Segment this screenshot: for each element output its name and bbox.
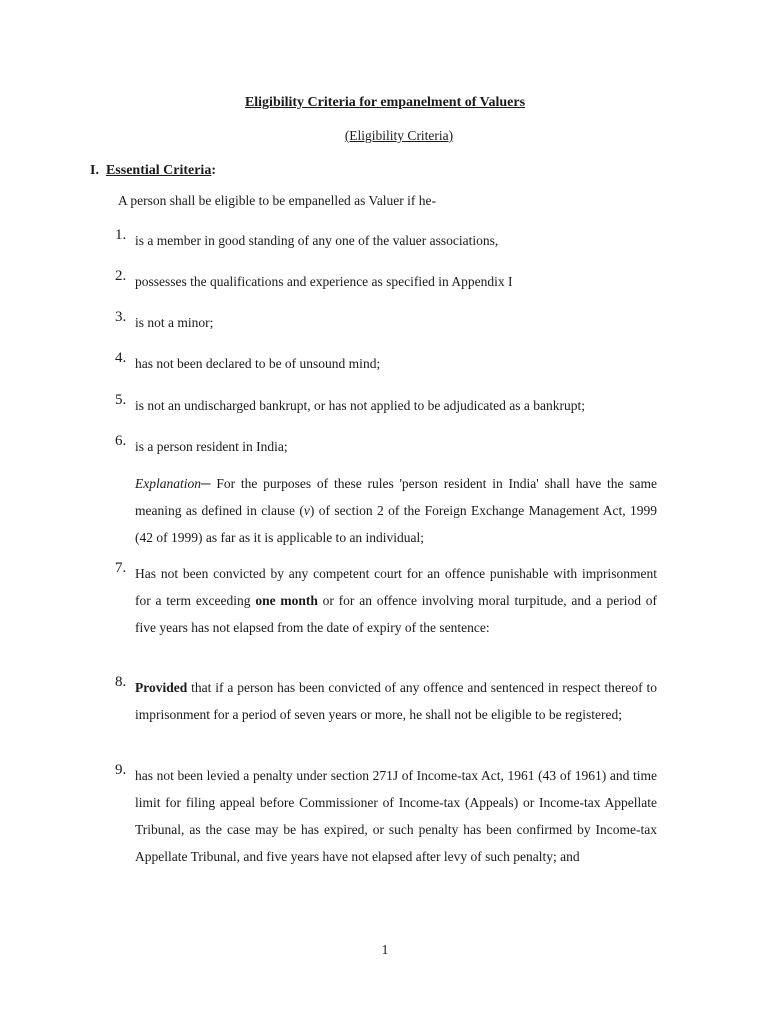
item-number: 2. [115, 268, 127, 284]
item-9-paragraph: has not been levied a penalty under section 271J of Income-tax Act, 1961 (43 of 1961) and time limit for filing appeal before Commissioner of Income-tax (Appeals) or Income-tax Appellate Tribunal, as the case may be has expired, or such penalty has been confirmed by Income-tax Appellate Tribunal, and five years have not elapsed after levy of such penalty; and [135, 768, 657, 864]
item-text: possesses the qualifications and experience as specified in Appendix I [135, 274, 513, 289]
item-7-text-2: or for an offence involving moral turpitude, and a period of five years has not elapsed from the date of expiry of the sentence: [135, 593, 657, 635]
item-8-bold: Provided [135, 680, 188, 695]
clause-letter: v [303, 503, 310, 518]
item-number: 9. [115, 762, 127, 778]
item-number: 3. [115, 309, 127, 325]
explanation-label: Explanation [135, 476, 201, 491]
item-7-bold: one month [255, 593, 318, 608]
item-8-paragraph [135, 674, 657, 728]
item-text: is a member in good standing of any one of the valuer associations, [135, 233, 499, 248]
item-number: 8. [115, 674, 127, 690]
document-title: Eligibility Criteria for empanelment of Valuers [244, 95, 526, 110]
item-number: 7. [115, 560, 127, 576]
explanation-text-1: For the purposes of these rules 'person resident in India' shall have the same meaning as defined in clause ( [135, 476, 657, 518]
item-text: is a person resident in India; [135, 439, 288, 454]
explanation-paragraph [135, 470, 657, 551]
item-text: is not an undischarged bankrupt, or has not applied to be adjudicated as a bankrupt; [135, 398, 586, 413]
document-subtitle: (Eligibility Criteria) [344, 128, 454, 143]
section-title: Essential Criteria [105, 163, 212, 178]
item-7-paragraph [135, 560, 657, 641]
item-number: 1. [115, 227, 127, 243]
item-number: 6. [115, 433, 127, 449]
page-number: 1 [381, 942, 389, 957]
section-colon: : [211, 163, 216, 178]
item-text: has not been declared to be of unsound mind; [135, 356, 381, 371]
section-heading [90, 163, 216, 179]
explanation-text-2: ) of section 2 of the Foreign Exchange Management Act, 1999 (42 of 1999) as far as it is applicable to an individual; [135, 503, 657, 545]
intro-text: A person shall be eligible to be empanelled as Valuer if he- [118, 193, 437, 208]
item-text: is not a minor; [135, 315, 214, 330]
section-number: I. [90, 163, 99, 178]
item-number: 4. [115, 350, 127, 366]
explanation-dash: ─ [201, 476, 211, 491]
item-number: 5. [115, 392, 127, 408]
item-8-text: that if a person has been convicted of any offence and sentenced in respect thereof to imprisonment for a period of seven years or more, he shall not be eligible to be registered; [135, 680, 657, 722]
item-7-text-1: Has not been convicted by any competent court for an offence punishable with imprisonment for a term exceeding [135, 566, 657, 608]
